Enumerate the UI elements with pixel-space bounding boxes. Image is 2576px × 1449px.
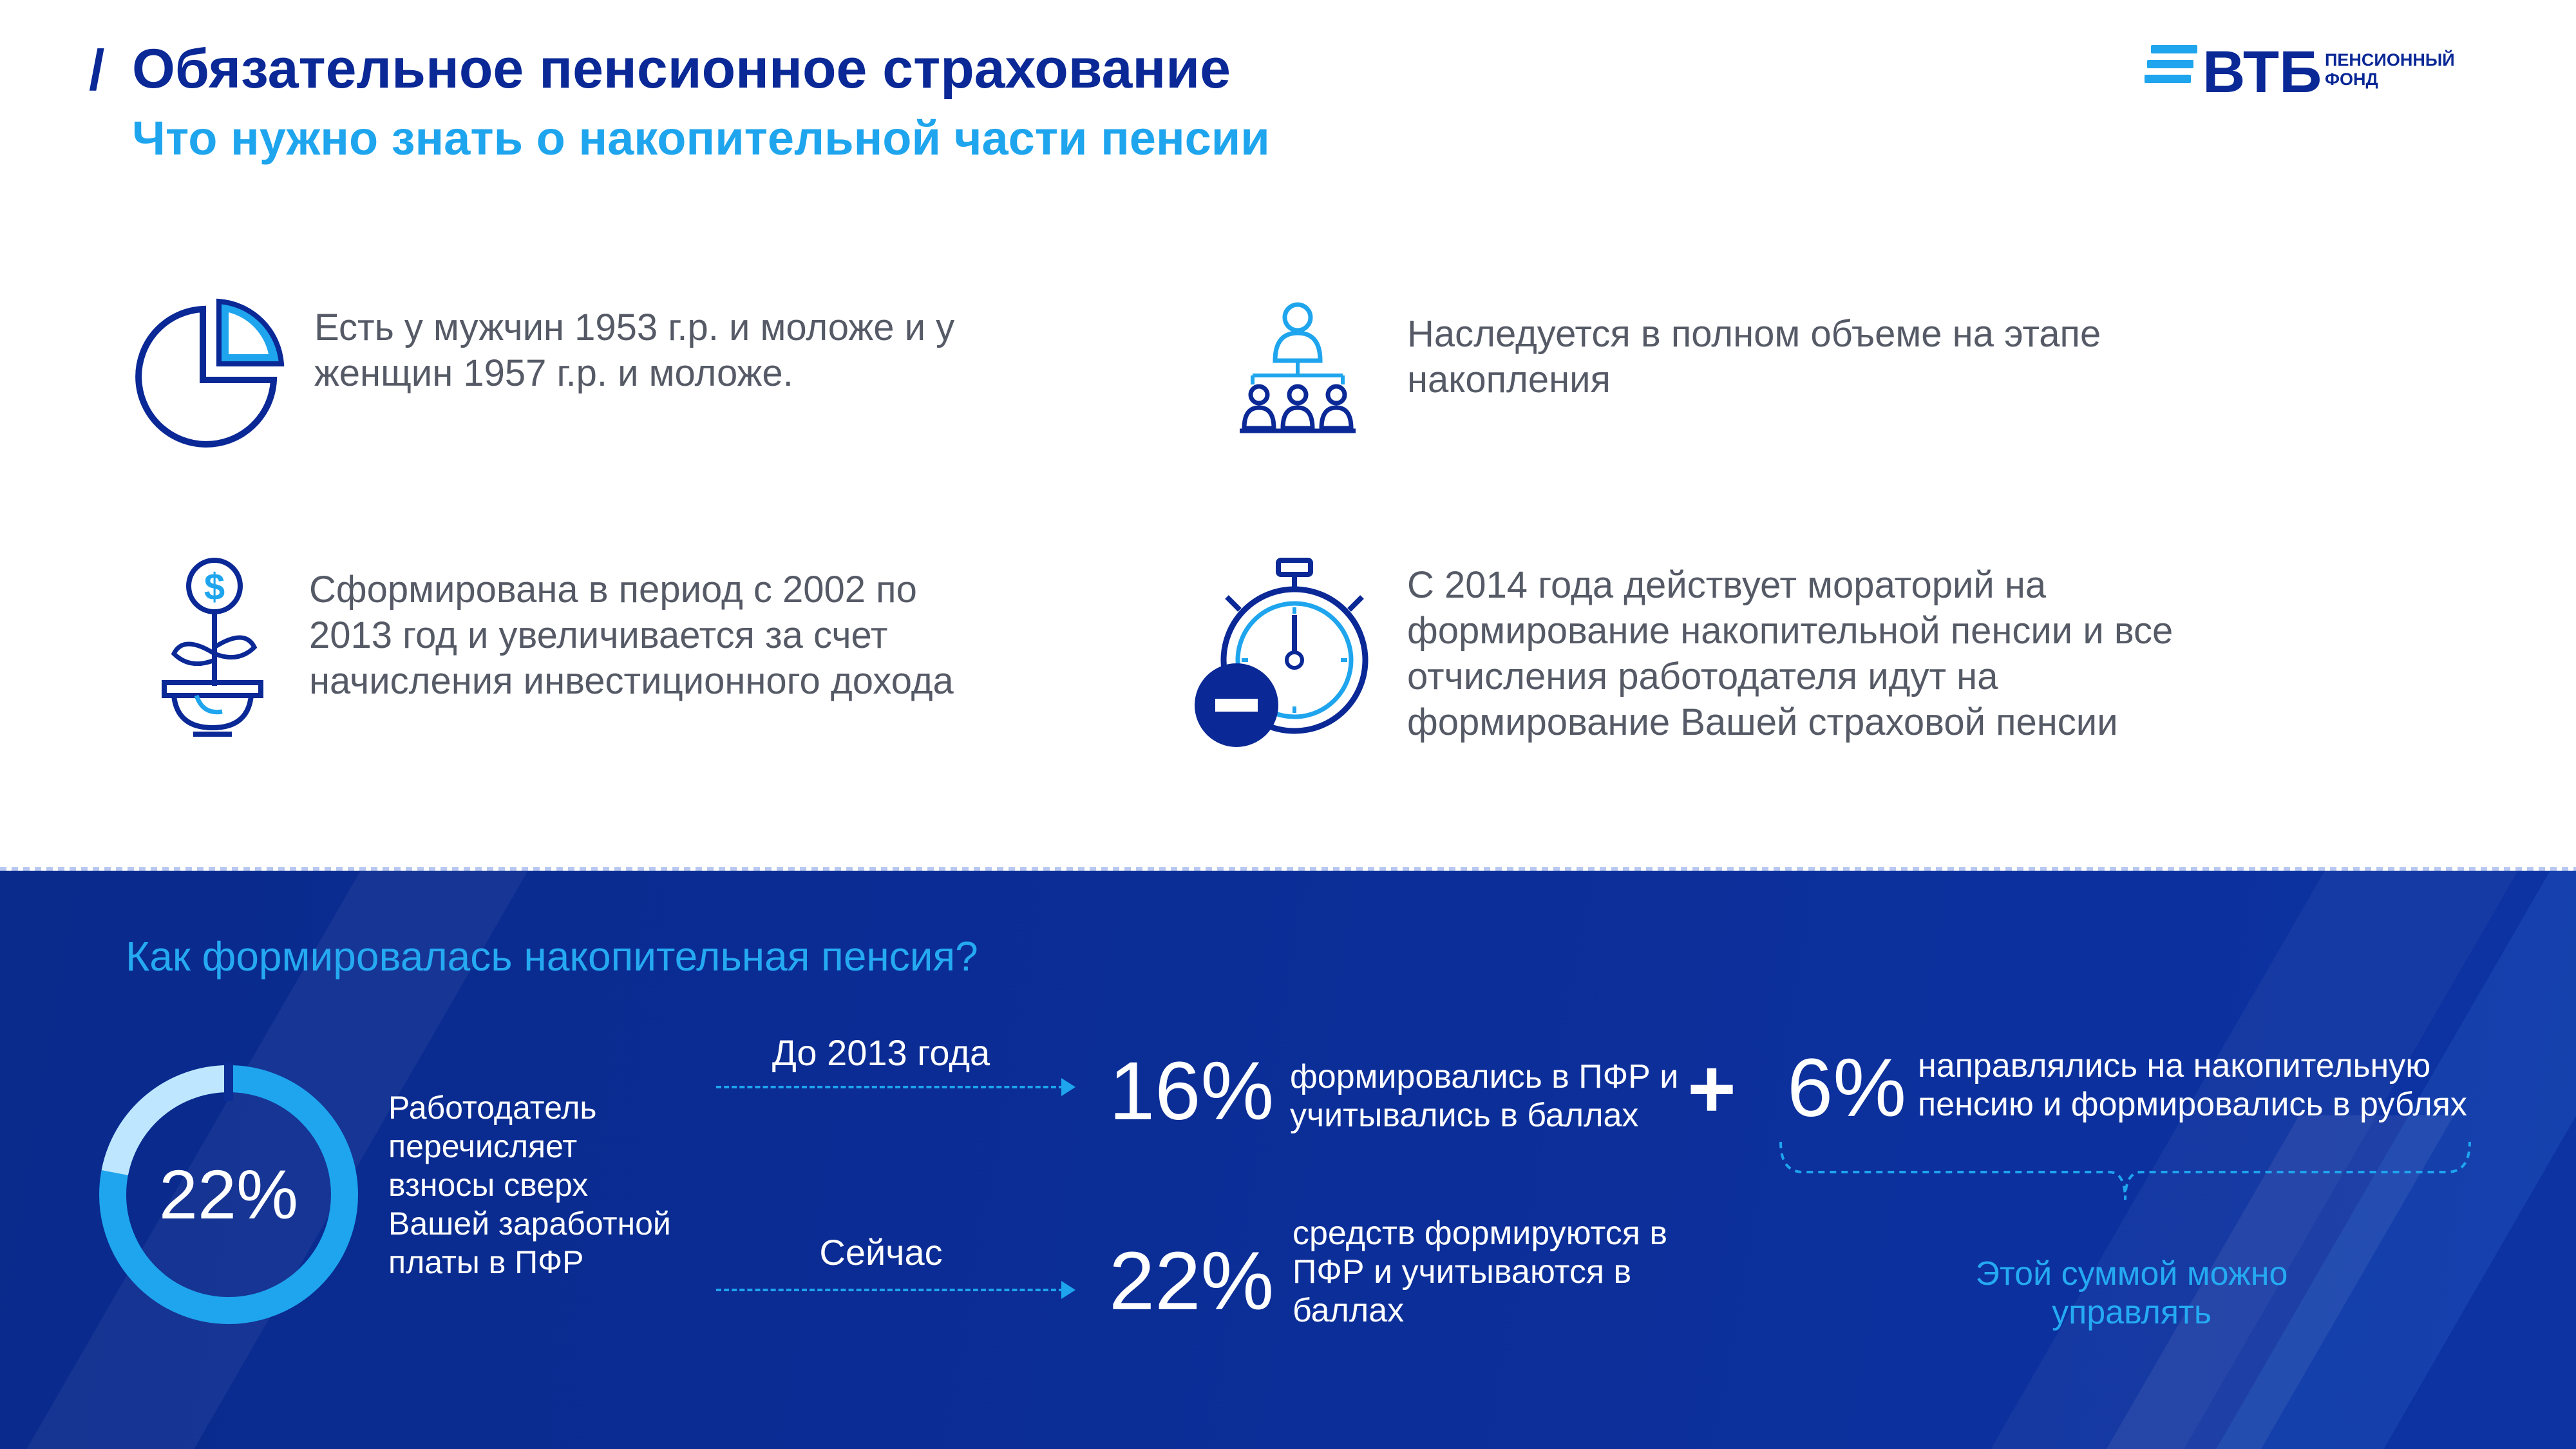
pie-chart-icon	[132, 296, 287, 451]
fact-line: накопления	[1407, 359, 1611, 401]
fact-line: Наследуется в полном объеме на этапе	[1407, 313, 2101, 355]
employer-line: взносы сверх	[388, 1167, 589, 1203]
fact-line: начисления инвестиционного дохода	[309, 660, 954, 702]
fact-line: 2013 год и увеличивается за счет	[309, 614, 888, 656]
manage-brace	[1777, 1139, 2473, 1209]
svg-text:$: $	[204, 566, 225, 608]
fact-formation-text	[309, 567, 954, 704]
employer-text	[388, 1088, 671, 1282]
employer-line: перечисляет	[388, 1128, 578, 1164]
donut-value: 22%	[158, 1155, 299, 1233]
before-pct-6-text	[1918, 1046, 2467, 1124]
employer-line: Работодатель	[388, 1090, 597, 1126]
logo-sub-line1: ПЕНСИОННЫЙ	[2325, 50, 2455, 70]
logo-subtitle	[2325, 50, 2455, 89]
fact-line: женщин 1957 г.р. и моложе.	[314, 352, 793, 394]
logo-sub-line2: ФОНД	[2325, 70, 2378, 89]
fact-line: Есть у мужчин 1953 г.р. и моложе и у	[314, 307, 955, 348]
before-pct-16: 16%	[1109, 1045, 1274, 1137]
vtb-logo	[2145, 40, 2454, 104]
before-2013-label: До 2013 года	[772, 1032, 990, 1073]
text-line: ПФР и учитываются в	[1293, 1253, 1632, 1291]
now-pct-22: 22%	[1109, 1235, 1274, 1327]
text-line: направлялись на накопительную	[1918, 1047, 2431, 1084]
plus-sign: +	[1687, 1041, 1736, 1135]
fact-line: отчисления работодателя идут на	[1407, 656, 1998, 697]
text-line: учитывались в баллах	[1290, 1097, 1639, 1134]
text-line: средств формируются в	[1293, 1215, 1668, 1252]
before-arrow-head	[1061, 1078, 1075, 1096]
before-pct-16-text	[1290, 1057, 1678, 1135]
now-pct-22-text	[1293, 1214, 1667, 1330]
logo-name: ВТБ	[2202, 39, 2322, 105]
text-line: управлять	[2052, 1294, 2211, 1331]
employer-line: Вашей заработной	[388, 1206, 671, 1242]
now-arrow-head	[1061, 1281, 1075, 1299]
fact-line: С 2014 года действует мораторий на	[1407, 564, 2047, 606]
page-title: Обязательное пенсионное страхование	[132, 38, 1231, 100]
page-subtitle: Что нужно знать о накопительной части пенсии	[132, 111, 1270, 165]
manage-text	[1945, 1255, 2318, 1332]
text-line: формировались в ПФР и	[1290, 1058, 1679, 1095]
before-arrow-line	[716, 1086, 1064, 1088]
money-plant-icon	[158, 557, 267, 737]
fact-inheritance-text	[1407, 311, 2101, 402]
fact-line: формирование Вашей страховой пенсии	[1407, 701, 2118, 743]
fact-line: формирование накопительной пенсии и все	[1407, 610, 2174, 652]
fact-line: Сформирована в период с 2002 по	[309, 569, 917, 611]
logo-bars-icon	[2145, 45, 2197, 90]
fact-age-text	[314, 305, 954, 396]
stopwatch-minus-icon	[1188, 557, 1375, 750]
inheritance-people-icon	[1230, 299, 1365, 435]
text-line: баллах	[1293, 1292, 1405, 1329]
now-arrow-line	[716, 1289, 1064, 1291]
employer-line: платы в ПФР	[388, 1244, 584, 1280]
title-slash: /	[89, 38, 105, 102]
text-line: пенсию и формировались в рублях	[1918, 1086, 2467, 1123]
panel-title: Как формировалась накопительная пенсия?	[126, 933, 978, 980]
text-line: Этой суммой можно	[1975, 1255, 2288, 1293]
fact-moratorium-text	[1407, 562, 2173, 745]
before-pct-6: 6%	[1787, 1042, 1906, 1134]
now-label: Сейчас	[819, 1232, 943, 1273]
